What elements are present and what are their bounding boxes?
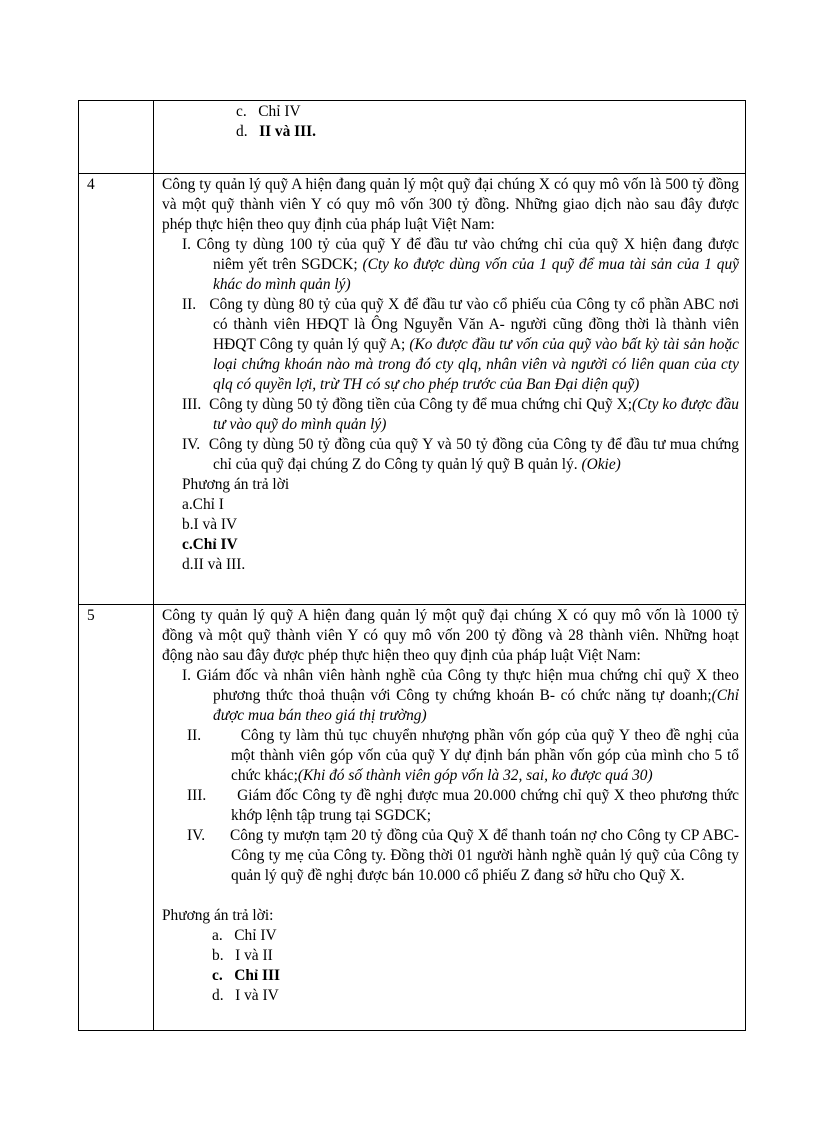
question-number: 4 <box>79 174 154 605</box>
answer-option: a.Chỉ I <box>182 496 224 513</box>
answer-option: a. Chỉ IV <box>212 927 277 944</box>
questions-table <box>78 100 746 1031</box>
statement-item: I. Công ty dùng 100 tỷ của quỹ Y để đầu tư vào chứng chỉ của quỹ X hiện đang được niêm yết trên SGDCK; (Cty ko được dùng vốn của 1 quỹ để mua tài sản của 1 quỹ khác do mình quản lý) <box>182 236 739 293</box>
answer-label: Phương án trả lời <box>182 476 290 493</box>
question-text: Công ty quản lý quỹ A hiện đang quản lý một quỹ đại chúng X có quy mô vốn là 1000 tỷ đồng và một quỹ thành viên Y có quy mô vốn 200 tỷ đồng và 28 thành viên. Những hoạt động nào sau đây được phép thực hiện theo quy định của pháp luật Việt Nam: <box>162 607 739 664</box>
answer-label: Phương án trả lời: <box>162 907 274 924</box>
answer-option: d. II và III. <box>236 123 316 140</box>
question-content <box>154 101 746 174</box>
answer-option: b.I và IV <box>182 516 238 533</box>
answer-option: d. I và IV <box>212 987 279 1004</box>
question-number: 5 <box>79 605 154 1031</box>
question-text: Công ty quản lý quỹ A hiện đang quản lý một quỹ đại chúng X có quy mô vốn là 500 tỷ đồng và một quỹ thành viên Y có quy mô vốn 300 tỷ đồng. Những giao dịch nào sau đây được phép thực hiện theo quy định của pháp luật Việt Nam: <box>162 176 739 233</box>
question-content <box>154 174 746 605</box>
spacer <box>162 886 739 906</box>
statement-item: III. Giám đốc Công ty đề nghị được mua 20.000 chứng chỉ quỹ X theo phương thức khớp lệnh tập trung tại SGDCK; <box>187 787 739 824</box>
answer-option: b. I và II <box>212 947 273 964</box>
table-row <box>79 605 746 1031</box>
answer-option-correct: c.Chỉ IV <box>182 536 238 553</box>
statement-item: IV. Công ty dùng 50 tỷ đồng của quỹ Y và 50 tỷ đồng của Công ty để đầu tư mua chứng chỉ của quỹ đại chúng Z do Công ty quản lý quỹ B quản lý. (Okie) <box>182 436 739 473</box>
question-content <box>154 605 746 1031</box>
answer-option-correct: c. Chỉ III <box>212 967 281 984</box>
statement-item: III. Công ty dùng 50 tỷ đồng tiền của Công ty để mua chứng chỉ Quỹ X;(Cty ko được đầu tư vào quỹ do mình quản lý) <box>182 396 739 433</box>
question-number <box>79 101 154 174</box>
statement-item: II. Công ty làm thủ tục chuyển nhượng phần vốn góp của quỹ Y theo đề nghị của một thành viên góp vốn của quỹ Y dự định bán phần vốn góp của mình cho 5 tổ chức khác;(Khi đó số thành viên góp vốn là 32, sai, ko được quá 30) <box>187 727 739 784</box>
answer-option: d.II và III. <box>182 556 246 573</box>
statement-item: II. Công ty dùng 80 tỷ của quỹ X để đầu tư vào cổ phiếu của Công ty cổ phần ABC nơi có thành viên HĐQT là Ông Nguyễn Văn A- người cũng đồng thời là thành viên HĐQT Công ty quản lý quỹ A; (Ko được đầu tư vốn của quỹ vào bất kỳ tài sản hoặc loại chứng khoán nào mà trong đó cty qlq, nhân viên và người có liên quan của cty qlq có quyền lợi, trừ TH có sự cho phép trước của Ban Đại diện quỹ) <box>182 296 739 393</box>
table-row <box>79 174 746 605</box>
statement-item: IV. Công ty mượn tạm 20 tỷ đồng của Quỹ X để thanh toán nợ cho Công ty CP ABC- Công ty mẹ của Công ty. Đồng thời 01 người hành nghề quản lý quỹ của Công ty quản lý quỹ đề nghị được bán 10.000 cổ phiếu Z đang sở hữu cho Quỹ X. <box>187 827 739 884</box>
statement-item: I. Giám đốc và nhân viên hành nghề của Công ty thực hiện mua chứng chỉ quỹ X theo phương thức thoả thuận với Công ty chứng khoán B- có chức năng tự doanh;(Chỉ được mua bán theo giá thị trường) <box>182 667 739 724</box>
answer-option: c. Chỉ IV <box>236 103 301 120</box>
table-row <box>79 101 746 174</box>
